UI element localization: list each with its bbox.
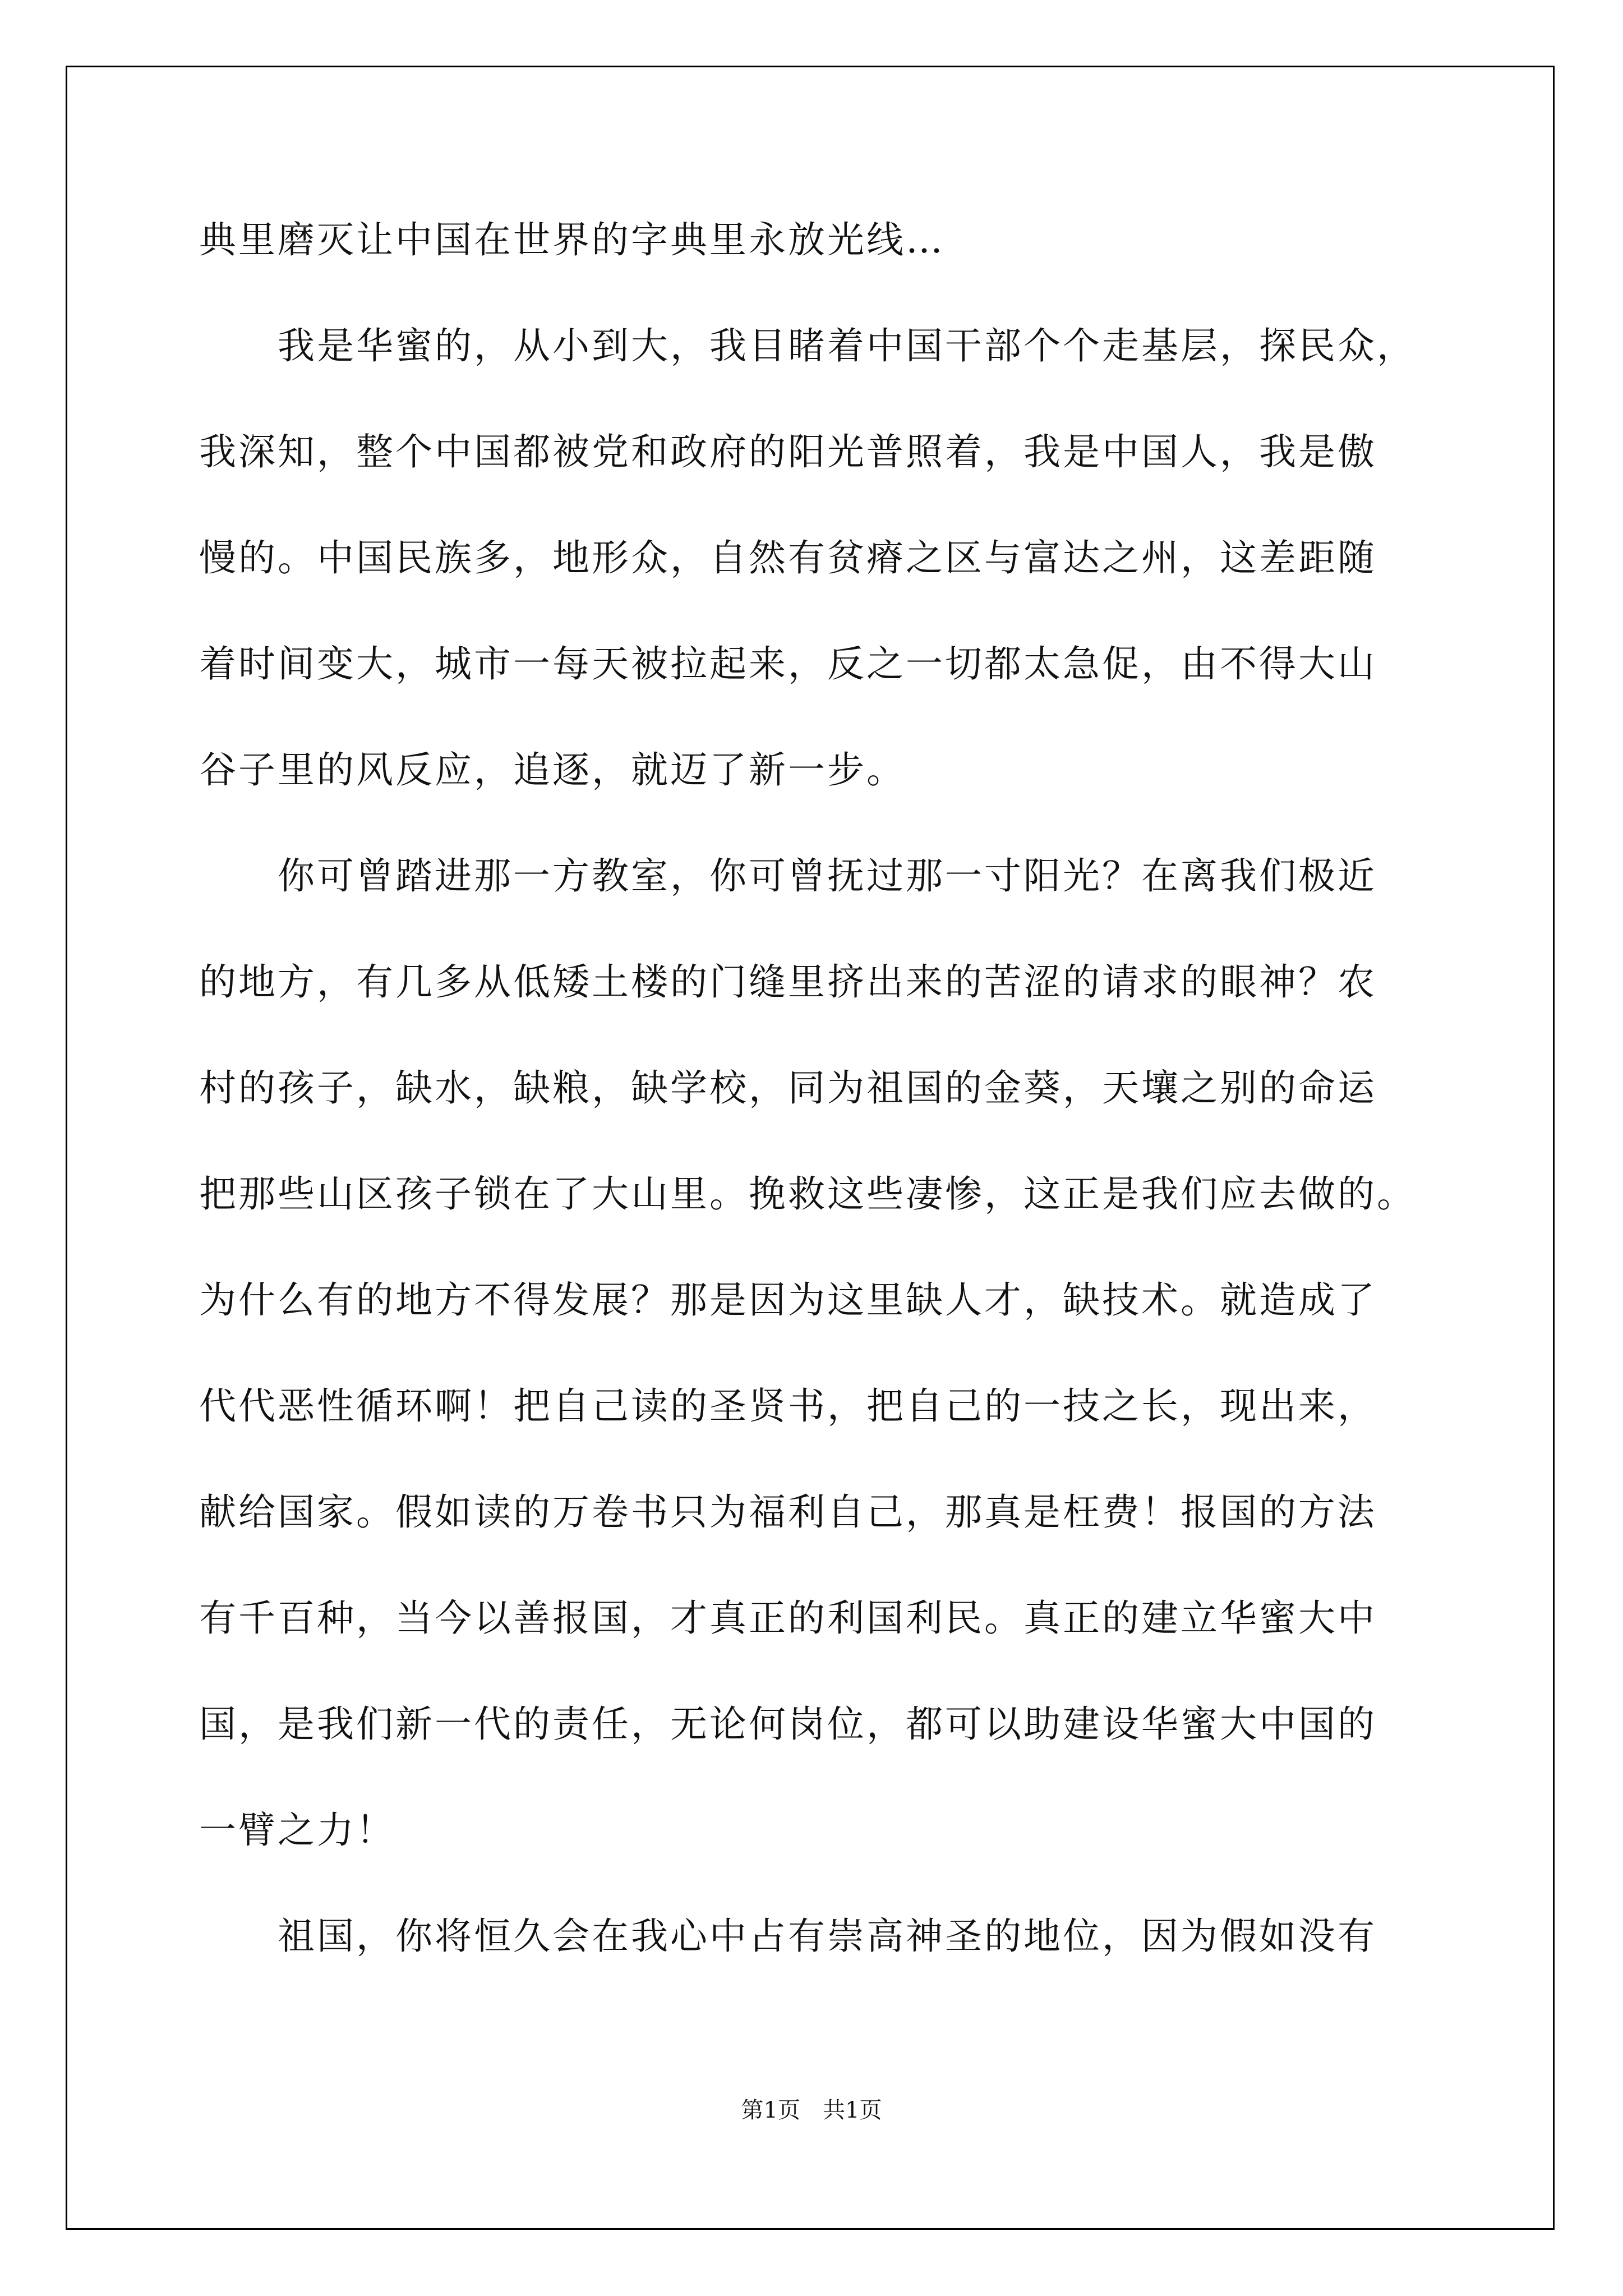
text-line-13: 献给国家。假如读的万卷书只为福利自己，那真是枉费！报国的方法 — [199, 1490, 1377, 1534]
text-line-11: 为什么有的地方不得发展？那是因为这里缺人才，缺技术。就造成了 — [199, 1278, 1377, 1322]
text-line-4: 慢的。中国民族多，地形众，自然有贫瘠之区与富达之州，这差距随 — [199, 536, 1377, 579]
text-line-10: 把那些山区孩子锁在了大山里。挽救这些凄惨，这正是我们应去做的。 — [199, 1172, 1416, 1216]
text-line-17: 祖国，你将恒久会在我心中占有崇高神圣的地位，因为假如没有 — [199, 1915, 1377, 1958]
text-line-1: 典里磨灭让中国在世界的字典里永放光线… — [199, 218, 945, 261]
text-line-7: 你可曾踏进那一方教室，你可曾抚过那一寸阳光？在离我们极近 — [199, 854, 1377, 898]
document-body — [199, 218, 1433, 2024]
text-line-5: 着时间变大，城市一每天被拉起来，反之一切都太急促，由不得大山 — [199, 642, 1377, 685]
text-line-9: 村的孩子，缺水，缺粮，缺学校，同为祖国的金葵，天壤之别的命运 — [199, 1066, 1377, 1110]
text-line-2: 我是华蜜的，从小到大，我目睹着中国干部个个走基层，探民众， — [199, 324, 1416, 367]
text-line-12: 代代恶性循环啊！把自己读的圣贤书，把自己的一技之长，现出来， — [199, 1384, 1377, 1428]
text-line-14: 有千百种，当今以善报国，才真正的利国利民。真正的建立华蜜大中 — [199, 1596, 1377, 1640]
text-line-16: 一臂之力！ — [199, 1809, 395, 1852]
text-line-3: 我深知，整个中国都被党和政府的阳光普照着，我是中国人，我是傲 — [199, 430, 1377, 473]
text-line-8: 的地方，有几多从低矮土楼的门缝里挤出来的苦涩的请求的眼神？农 — [199, 960, 1377, 1004]
page-number-footer: 第1页 共1页 — [741, 2097, 882, 2123]
text-line-6: 谷子里的风反应，追逐，就迈了新一步。 — [199, 748, 906, 792]
text-line-15: 国，是我们新一代的责任，无论何岗位，都可以助建设华蜜大中国的 — [199, 1703, 1377, 1746]
